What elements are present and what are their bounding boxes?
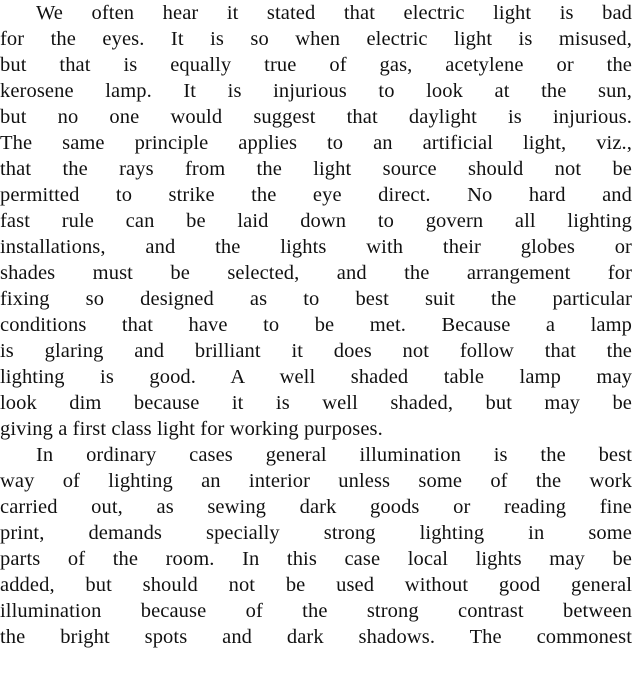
text-line xyxy=(0,650,632,676)
text-line: shades must be selected, and the arrangement for xyxy=(0,262,632,284)
text-line: but no one would suggest that daylight is injurious. xyxy=(0,106,632,128)
text-line: print, demands specially strong lighting in some xyxy=(0,522,632,544)
text-line: carried out, as sewing dark goods or reading fine xyxy=(0,496,632,518)
text-line: conditions that have to be met. Because a lamp xyxy=(0,314,632,336)
text-line: that the rays from the light source should not be xyxy=(0,158,632,180)
text-line: kerosene lamp. It is injurious to look at the sun, xyxy=(0,80,632,102)
text-line: for the eyes. It is so when electric light is misused, xyxy=(0,28,632,50)
text-line: is glaring and brilliant it does not follow that the xyxy=(0,340,632,362)
text-line: fast rule can be laid down to govern all lighting xyxy=(0,210,632,232)
text-line: way of lighting an interior unless some of the work xyxy=(0,470,632,492)
text-line: permitted to strike the eye direct. No hard and xyxy=(0,184,632,206)
text-line: installations, and the lights with their globes or xyxy=(0,236,632,258)
text-line: but that is equally true of gas, acetylene or the xyxy=(0,54,632,76)
text-line: look dim because it is well shaded, but may be xyxy=(0,392,632,414)
text-line: The same principle applies to an artificial light, viz., xyxy=(0,132,632,154)
text-line: added, but should not be used without good general xyxy=(0,574,632,596)
text-line: giving a first class light for working purposes. xyxy=(0,418,383,440)
text-line: We often hear it stated that electric light is bad xyxy=(36,2,632,24)
text-line: the bright spots and dark shadows. The commonest xyxy=(0,626,632,648)
text-line: parts of the room. In this case local lights may be xyxy=(0,548,632,570)
text-line: fixing so designed as to best suit the particular xyxy=(0,288,632,310)
text-line: lighting is good. A well shaded table lamp may xyxy=(0,366,632,388)
text-line: In ordinary cases general illumination is the best xyxy=(36,444,632,466)
text-line: illumination because of the strong contrast between xyxy=(0,600,632,622)
